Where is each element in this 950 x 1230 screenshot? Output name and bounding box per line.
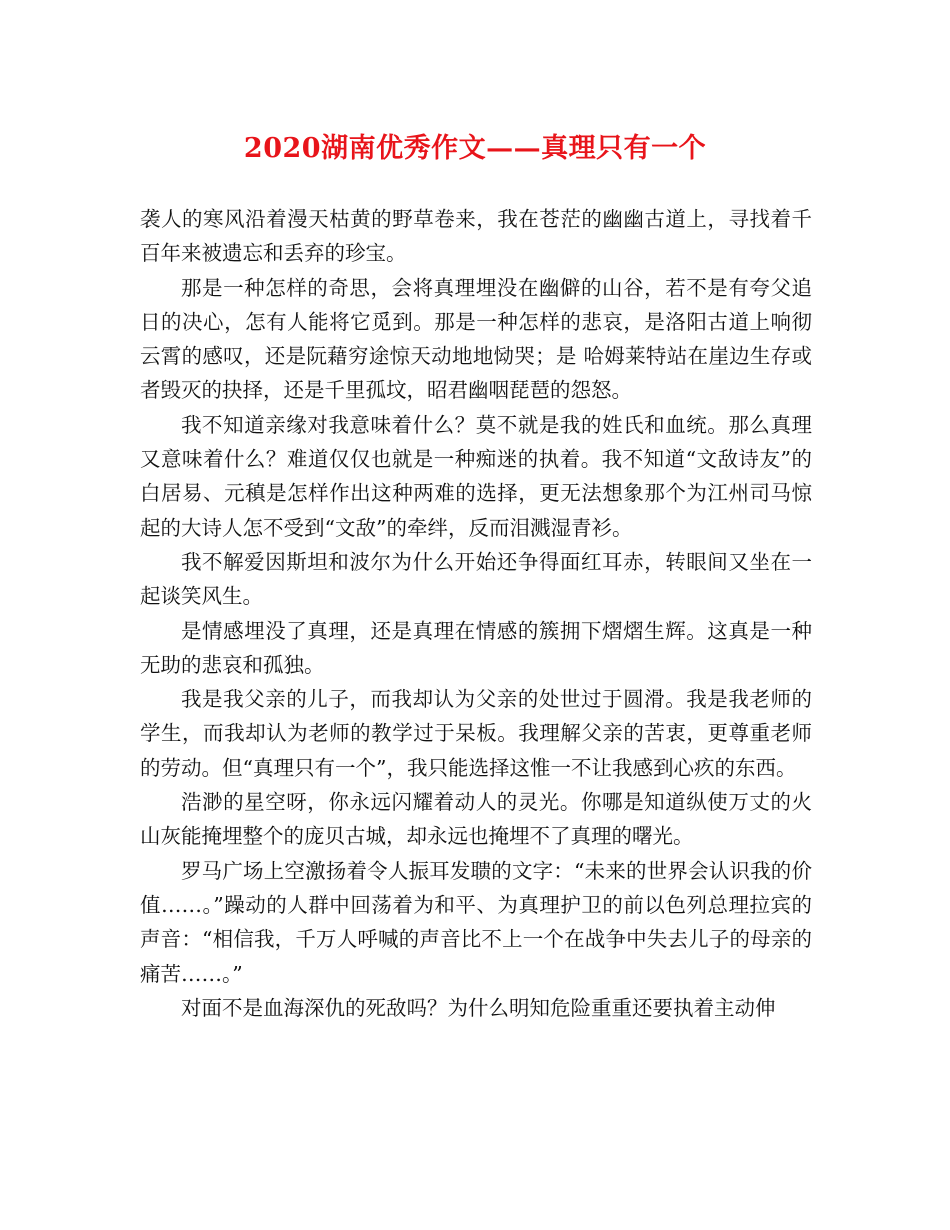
paragraph: 浩渺的星空呀，你永远闪耀着动人的灵光。你哪是知道纵使万丈的火山灰能掩埋整个的庞贝古城，却永远也掩埋不了真理的曙光。 (140, 790, 812, 849)
paragraph: 那是一种怎样的奇思，会将真理埋没在幽僻的山谷，若不是有夸父追日的决心，怎有人能将它觅到。那是一种怎样的悲哀，是洛阳古道上响彻云霄的感叹，还是阮藉穷途惊天动地地恸哭；是 哈姆莱特站在崖边生存或者毁灭的抉择，还是千里孤坟，昭君幽咽琵琶的怨怒。 (140, 275, 812, 403)
document-title: 2020湖南优秀作文——真理只有一个 (243, 133, 707, 164)
paragraph: 对面不是血海深仇的死敌吗？为什么明知危险重重还要执着主动伸 (181, 995, 776, 1020)
paragraph: 袭人的寒风沿着漫天枯黄的野草卷来，我在苍茫的幽幽古道上，寻找着千百年来被遗忘和丢弃的珍宝。 (140, 207, 812, 266)
paragraph: 我不解爱因斯坦和波尔为什么开始还争得面红耳赤，转眼间又坐在一起谈笑风生。 (140, 549, 812, 609)
document-body (140, 202, 812, 1025)
paragraph: 我是我父亲的儿子，而我却认为父亲的处世过于圆滑。我是我老师的学生，而我却认为老师的教学过于呆板。我理解父亲的苦衷，更尊重老师的劳动。但“真理只有一个”，我只能选择这惟一不让我感到心疚的东西。 (140, 687, 812, 780)
paragraph: 是情感埋没了真理，还是真理在情感的簇拥下熠熠生辉。这真是一种无助的悲哀和孤独。 (140, 618, 812, 677)
paragraph: 我不知道亲缘对我意味着什么？莫不就是我的姓氏和血统。那么真理又意味着什么？难道仅仅也就是一种痴迷的执着。我不知道“文敌诗友”的白居易、元稹是怎样作出这种两难的选择，更无法想象那个为江州司马惊起的大诗人怎不受到“文敌”的牵绊，反而泪溅湿青衫。 (140, 412, 812, 540)
paragraph: 罗马广场上空激扬着令人振耳发聩的文字：“未来的世界会认识我的价值……。”躁动的人群中回荡着为和平、为真理护卫的前以色列总理拉宾的声音：“相信我，千万人呼喊的声音比不上一个在战争中失去儿子的母亲的痛苦……。” (140, 858, 812, 986)
